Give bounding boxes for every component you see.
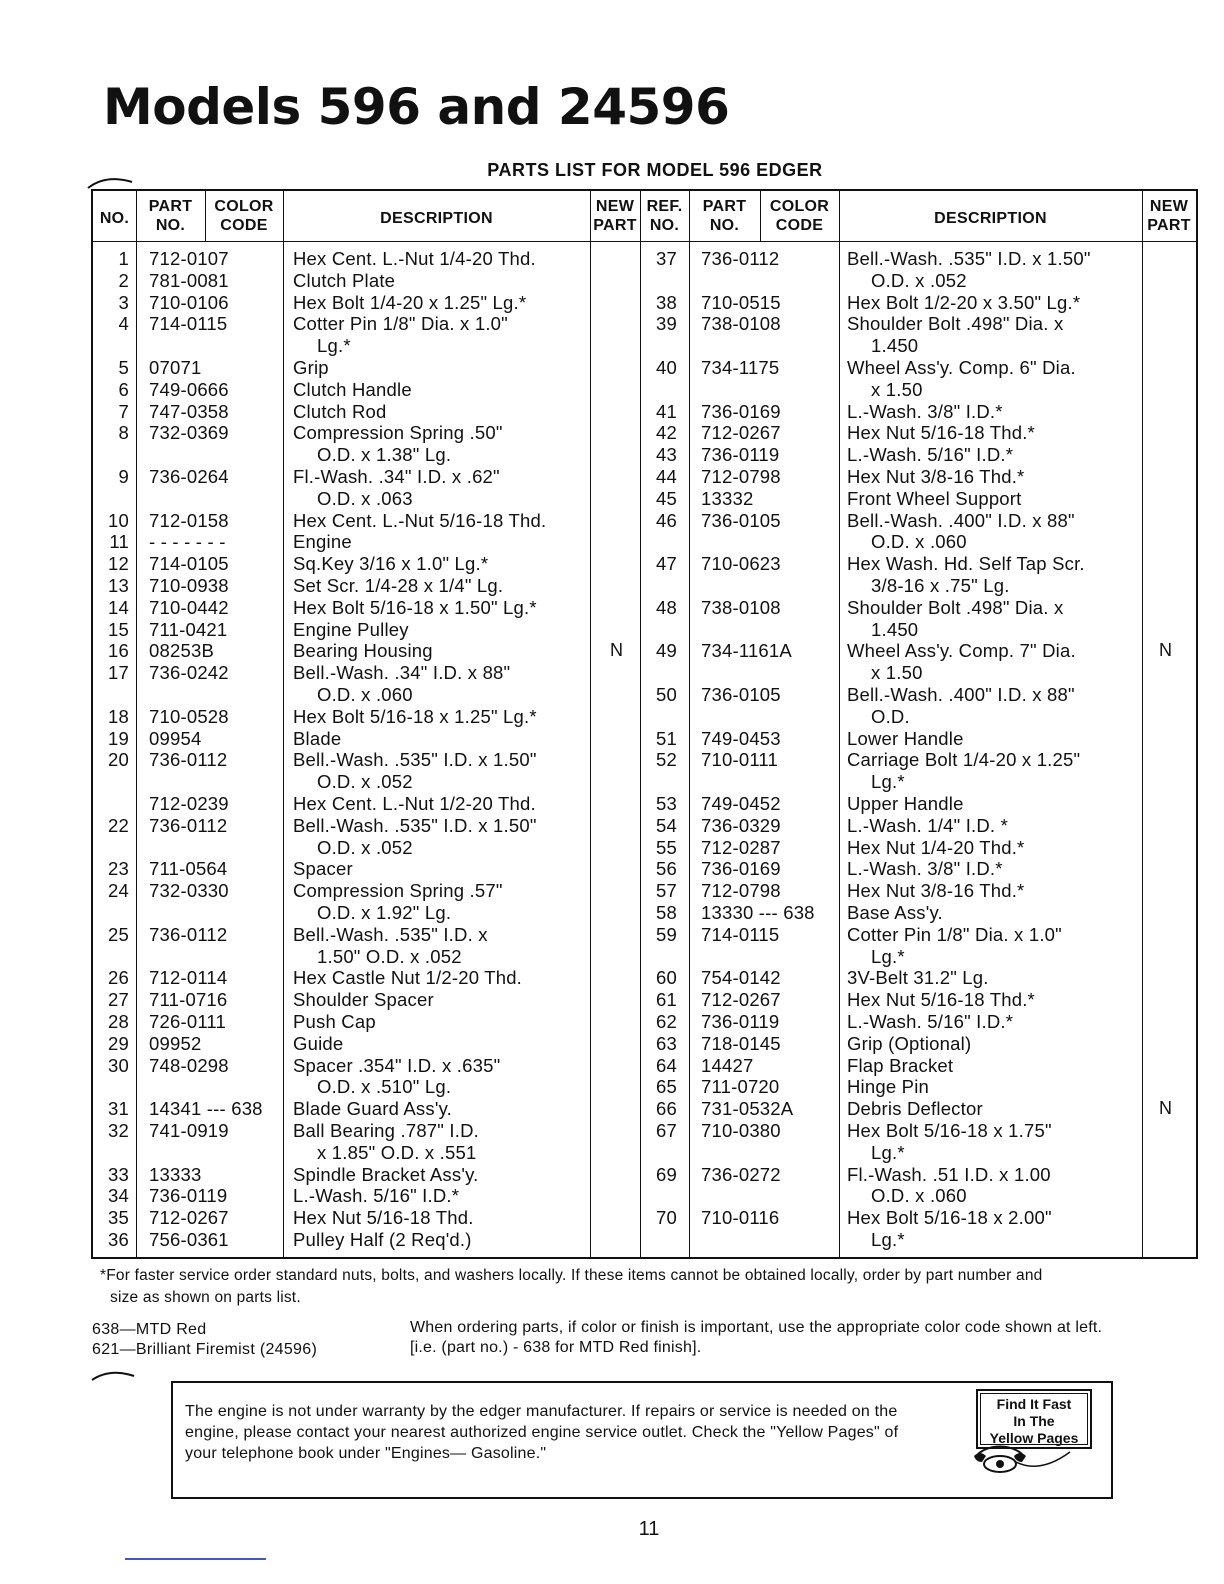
- part-description: Hex Cent. L.-Nut 5/16-18 Thd.: [293, 509, 547, 531]
- header-part-bottom: NO.: [709, 217, 740, 234]
- part-number: 14427: [701, 1054, 754, 1076]
- part-description: Fl.-Wash. .34" I.D. x .62": [293, 466, 500, 487]
- ref-number: 33: [108, 1163, 129, 1185]
- ref-number: 53: [656, 793, 677, 814]
- part-number: 712-0267: [701, 989, 781, 1011]
- part-description: Hex Bolt 5/16-18 x 1.75": [847, 1120, 1052, 1141]
- part-description: x 1.50: [871, 378, 923, 400]
- footnote-line: *For faster service order standard nuts, bolts, and washers locally. If these items cannot be obtained locally, order by part number and: [100, 1267, 1043, 1284]
- part-number: 736-0272: [701, 1163, 781, 1185]
- part-description: L.-Wash. 1/4" I.D. *: [847, 814, 1009, 836]
- col-divider: [839, 191, 840, 1257]
- part-number: 712-0158: [149, 509, 229, 531]
- ref-number: 32: [108, 1120, 129, 1141]
- part-number: 738-0108: [701, 596, 781, 618]
- header-part-no: [136, 197, 205, 235]
- corner-mark-bottom: [90, 1366, 138, 1386]
- ref-number: 63: [656, 1032, 677, 1054]
- warranty-text: [185, 1401, 975, 1464]
- part-number: - - - - - - -: [149, 531, 226, 553]
- part-number: 736-0105: [701, 509, 781, 531]
- part-description: L.-Wash. 3/8" I.D.*: [847, 858, 1003, 880]
- ref-number: 57: [656, 880, 677, 902]
- part-number: 712-0239: [149, 793, 229, 814]
- color-code-mtd-red: 638—MTD Red: [92, 1321, 207, 1338]
- part-description: Spacer .354" I.D. x .635": [293, 1054, 501, 1076]
- part-number: 734-1161A: [701, 640, 792, 662]
- ref-number: 55: [656, 836, 677, 858]
- ref-number: 41: [656, 400, 677, 422]
- ref-number: 51: [656, 727, 677, 749]
- part-description: Debris Deflector: [847, 1098, 983, 1120]
- col-divider: [283, 191, 284, 1257]
- part-number: 754-0142: [701, 967, 781, 989]
- part-number: 749-0666: [149, 378, 229, 400]
- col-divider: [689, 191, 690, 1257]
- ref-number: 8: [118, 422, 129, 444]
- footnote: [100, 1265, 1190, 1309]
- ref-number: 40: [656, 357, 677, 378]
- part-description: Clutch Handle: [293, 378, 412, 400]
- part-description: Hinge Pin: [847, 1076, 930, 1098]
- part-number: 714-0115: [701, 923, 780, 945]
- part-description: O.D. x 1.38" Lg.: [317, 444, 452, 466]
- part-description: Clutch Plate: [293, 269, 396, 291]
- part-description: Blade: [293, 727, 342, 749]
- part-description: Hex Nut 5/16-18 Thd.*: [847, 989, 1035, 1011]
- ref-number: 14: [108, 596, 129, 618]
- ref-number: 3: [118, 291, 129, 313]
- ref-number: 38: [656, 291, 677, 313]
- col-divider: [136, 191, 137, 1257]
- ref-number: 4: [118, 313, 129, 335]
- ref-number: 16: [108, 640, 129, 662]
- part-number: 710-0623: [701, 553, 781, 575]
- part-description: O.D. x .060: [871, 1185, 967, 1207]
- ref-number: 28: [108, 1011, 129, 1032]
- part-description: Hex Nut 5/16-18 Thd.*: [847, 422, 1035, 444]
- part-description: Front Wheel Support: [847, 487, 1022, 509]
- part-number: 736-0119: [701, 444, 780, 466]
- part-description: Cotter Pin 1/8" Dia. x 1.0": [293, 313, 508, 335]
- part-number: 748-0298: [149, 1054, 229, 1076]
- ref-number: 17: [108, 662, 129, 684]
- part-description: 3V-Belt 31.2" Lg.: [847, 967, 989, 989]
- part-description: Bell.-Wash. .535" I.D. x 1.50": [293, 814, 537, 836]
- part-description: Hex Bolt 1/2-20 x 3.50" Lg.*: [847, 291, 1081, 313]
- part-description: O.D. x .052: [317, 771, 413, 793]
- part-number: 732-0369: [149, 422, 229, 444]
- header-rule: [93, 241, 1196, 242]
- part-description: Cotter Pin 1/8" Dia. x 1.0": [847, 923, 1062, 945]
- part-description: Compression Spring .57": [293, 880, 503, 902]
- part-description: L.-Wash. 3/8" I.D.*: [847, 400, 1003, 422]
- part-number: 07071: [149, 357, 202, 378]
- part-description: Clutch Rod: [293, 400, 387, 422]
- part-number: 736-0112: [149, 749, 228, 771]
- ref-number: 54: [656, 814, 677, 836]
- part-number: 712-0107: [149, 248, 229, 269]
- header-new-part-right: [1142, 197, 1196, 235]
- ref-number: 1: [118, 248, 129, 269]
- part-number: 13332: [701, 487, 754, 509]
- warranty-line: The engine is not under warranty by the edger manufacturer. If repairs or service is needed on the: [185, 1403, 898, 1420]
- header-part-no-right: [689, 197, 760, 235]
- part-number: 712-0114: [149, 967, 228, 989]
- ref-number: 58: [656, 902, 677, 923]
- part-description: Bell.-Wash. .400" I.D. x 88": [847, 684, 1075, 705]
- part-description: Flap Bracket: [847, 1054, 954, 1076]
- ref-number: 24: [108, 880, 129, 902]
- ref-number: 19: [108, 727, 129, 749]
- part-number: 749-0453: [701, 727, 781, 749]
- ref-number: 44: [656, 466, 677, 487]
- part-description: Hex Bolt 1/4-20 x 1.25" Lg.*: [293, 291, 527, 313]
- part-description: Grip: [293, 357, 329, 378]
- order-note-line: [i.e. (part no.) - 638 for MTD Red finish].: [410, 1339, 702, 1356]
- part-number: 736-0112: [701, 248, 780, 269]
- part-number: 09952: [149, 1032, 202, 1054]
- part-description: 1.450: [871, 618, 919, 640]
- ref-number: 5: [118, 357, 129, 378]
- part-description: Hex Castle Nut 1/2-20 Thd.: [293, 967, 523, 989]
- part-description: Lg.*: [871, 1141, 905, 1163]
- part-description: Bell.-Wash. .400" I.D. x 88": [847, 509, 1075, 531]
- ref-number: 34: [108, 1185, 129, 1207]
- part-number: 732-0330: [149, 880, 229, 902]
- ref-number: 37: [656, 248, 677, 269]
- ref-number: 59: [656, 923, 677, 945]
- page-title: Models 596 and 24596: [103, 78, 730, 136]
- part-description: x 1.85" O.D. x .551: [317, 1141, 477, 1163]
- part-description: L.-Wash. 5/16" I.D.*: [847, 444, 1014, 466]
- header-ref-bottom: NO.: [649, 217, 680, 234]
- part-description: Hex Wash. Hd. Self Tap Scr.: [847, 553, 1085, 575]
- part-number: 736-0119: [701, 1011, 780, 1032]
- ref-number: 27: [108, 989, 129, 1011]
- ref-number: 22: [108, 814, 129, 836]
- ref-number: 12: [108, 553, 129, 575]
- order-note-line: When ordering parts, if color or finish is important, use the appropriate color code shown at left.: [410, 1319, 1103, 1336]
- part-number: 710-0442: [149, 596, 229, 618]
- part-description: Shoulder Bolt .498" Dia. x: [847, 596, 1064, 618]
- ref-number: 69: [656, 1163, 677, 1185]
- part-description: Lg.*: [871, 945, 905, 967]
- part-number: 736-0112: [149, 923, 228, 945]
- part-number: 712-0267: [149, 1207, 229, 1229]
- ref-number: 6: [118, 378, 129, 400]
- ref-number: 49: [656, 640, 677, 662]
- part-description: Wheel Ass'y. Comp. 7" Dia.: [847, 640, 1076, 662]
- header-color-code-right: [760, 197, 839, 235]
- header-new-top: NEW: [1149, 198, 1189, 215]
- part-description: 1.450: [871, 335, 919, 357]
- ref-number: 48: [656, 596, 677, 618]
- ref-number: 39: [656, 313, 677, 335]
- badge-line: In The: [1013, 1413, 1055, 1429]
- part-description: Carriage Bolt 1/4-20 x 1.25": [847, 749, 1081, 771]
- part-description: Base Ass'y.: [847, 902, 943, 923]
- part-description: Blade Guard Ass'y.: [293, 1098, 452, 1120]
- part-number: 711-0421: [149, 618, 228, 640]
- ref-number: 18: [108, 705, 129, 727]
- part-description: O.D. x .063: [317, 487, 413, 509]
- header-color-code: [205, 197, 283, 235]
- order-note: [410, 1318, 1200, 1358]
- part-number: 710-0380: [701, 1120, 781, 1141]
- part-description: Hex Nut 3/8-16 Thd.*: [847, 880, 1025, 902]
- ref-number: 56: [656, 858, 677, 880]
- part-description: Guide: [293, 1032, 344, 1054]
- part-description: Lg.*: [871, 1229, 905, 1250]
- ref-number: 47: [656, 553, 677, 575]
- header-new-bottom: PART: [1147, 217, 1191, 234]
- col-divider: [1142, 191, 1143, 1257]
- part-number: 712-0798: [701, 880, 781, 902]
- part-description: Shoulder Bolt .498" Dia. x: [847, 313, 1064, 335]
- header-color-bottom: CODE: [220, 217, 268, 234]
- ref-number: 62: [656, 1011, 677, 1032]
- part-description: Wheel Ass'y. Comp. 6" Dia.: [847, 357, 1076, 378]
- col-divider: [590, 191, 591, 1257]
- part-number: 712-0287: [701, 836, 781, 858]
- part-description: O.D. x .052: [317, 836, 413, 858]
- badge-line: Yellow Pages: [989, 1430, 1079, 1446]
- ref-number: 25: [108, 923, 129, 945]
- part-number: 13333: [149, 1163, 202, 1185]
- part-description: Upper Handle: [847, 793, 964, 814]
- header-description: DESCRIPTION: [380, 210, 493, 227]
- ref-number: 65: [656, 1076, 677, 1098]
- part-description: Hex Cent. L.-Nut 1/4-20 Thd.: [293, 248, 536, 269]
- ref-number: 10: [108, 509, 129, 531]
- color-code-key: [92, 1320, 317, 1360]
- ref-number: 9: [118, 466, 129, 487]
- part-number: 747-0358: [149, 400, 229, 422]
- part-description: Hex Bolt 5/16-18 x 1.25" Lg.*: [293, 705, 537, 727]
- part-number: 756-0361: [149, 1229, 229, 1250]
- part-description: Bell.-Wash. .34" I.D. x 88": [293, 662, 511, 684]
- header-color-bottom: CODE: [775, 217, 824, 234]
- header-ref-no-right: [640, 197, 689, 235]
- parts-table: [91, 189, 1198, 1259]
- part-number: 09954: [149, 727, 202, 749]
- part-number: 736-0105: [701, 684, 781, 705]
- header-color-top: COLOR: [214, 198, 274, 215]
- header-new-bottom: PART: [593, 217, 637, 234]
- warranty-notice: [171, 1381, 1113, 1499]
- part-number: 741-0919: [149, 1120, 229, 1141]
- ref-number: 67: [656, 1120, 677, 1141]
- ref-number: 13: [108, 575, 129, 596]
- warranty-line: your telephone book under "Engines— Gasoline.": [185, 1445, 547, 1462]
- ref-number: 35: [108, 1207, 129, 1229]
- ref-number: 61: [656, 989, 677, 1011]
- ref-number: 26: [108, 967, 129, 989]
- part-number: 13330 --- 638: [701, 902, 815, 923]
- part-description: Hex Cent. L.-Nut 1/2-20 Thd.: [293, 793, 536, 814]
- part-description: L.-Wash. 5/16" I.D.*: [293, 1185, 460, 1207]
- header-part-top: PART: [148, 198, 193, 215]
- page-number: 11: [638, 1518, 660, 1540]
- part-description: Lg.*: [871, 771, 905, 793]
- part-number: 712-0798: [701, 466, 781, 487]
- ref-number: 43: [656, 444, 677, 466]
- part-description: Sq.Key 3/16 x 1.0" Lg.*: [293, 553, 489, 575]
- ref-number: 29: [108, 1032, 129, 1054]
- part-number: 736-0169: [701, 858, 781, 880]
- part-description: Hex Nut 5/16-18 Thd.: [293, 1207, 474, 1229]
- ref-number: 64: [656, 1054, 677, 1076]
- parts-list-subtitle: PARTS LIST FOR MODEL 596 EDGER: [487, 160, 823, 180]
- part-description: Engine: [293, 531, 352, 553]
- ref-number: 11: [109, 531, 129, 553]
- part-number: 736-0242: [149, 662, 229, 684]
- part-description: Hex Nut 1/4-20 Thd.*: [847, 836, 1025, 858]
- part-number: 714-0105: [149, 553, 229, 575]
- new-part-flag: N: [1159, 640, 1173, 661]
- part-description: Compression Spring .50": [293, 422, 503, 444]
- part-number: 711-0716: [149, 989, 228, 1011]
- part-number: 710-0938: [149, 575, 229, 596]
- ref-number: 23: [108, 858, 129, 880]
- part-description: Bell.-Wash. .535" I.D. x: [293, 923, 488, 945]
- part-number: 710-0106: [149, 291, 229, 313]
- part-description: Pulley Half (2 Req'd.): [293, 1229, 472, 1250]
- header-part-bottom: NO.: [155, 217, 186, 234]
- part-number: 736-0119: [149, 1185, 228, 1207]
- part-number: 734-1175: [701, 357, 780, 378]
- ref-number: 50: [656, 684, 677, 705]
- part-description: Engine Pulley: [293, 618, 409, 640]
- header-description-right: DESCRIPTION: [934, 210, 1047, 227]
- part-description: Hex Bolt 5/16-18 x 2.00": [847, 1207, 1052, 1229]
- telephone-icon: [970, 1440, 1080, 1476]
- part-number: 731-0532A: [701, 1098, 794, 1120]
- part-description: Spindle Bracket Ass'y.: [293, 1163, 479, 1185]
- part-number: 711-0564: [149, 858, 228, 880]
- part-number: 714-0115: [149, 313, 228, 335]
- part-description: Hex Bolt 5/16-18 x 1.50" Lg.*: [293, 596, 537, 618]
- ref-number: 20: [108, 749, 129, 771]
- ref-number: 36: [108, 1229, 129, 1250]
- ref-number: 45: [656, 487, 677, 509]
- part-description: Spacer: [293, 858, 353, 880]
- part-description: Ball Bearing .787" I.D.: [293, 1120, 479, 1141]
- col-divider: [640, 191, 641, 1257]
- part-description: Set Scr. 1/4-28 x 1/4" Lg.: [293, 575, 504, 596]
- part-description: Bell.-Wash. .535" I.D. x 1.50": [847, 248, 1091, 269]
- part-description: 1.50" O.D. x .052: [317, 945, 462, 967]
- header-new-part: [590, 197, 640, 235]
- part-number: 726-0111: [149, 1011, 227, 1032]
- part-description: Lower Handle: [847, 727, 964, 749]
- part-number: 14341 --- 638: [149, 1098, 263, 1120]
- part-number: 710-0515: [701, 291, 781, 313]
- part-number: 718-0145: [701, 1032, 781, 1054]
- header-part-top: PART: [702, 198, 747, 215]
- part-number: 08253B: [149, 640, 214, 662]
- part-number: 712-0267: [701, 422, 781, 444]
- part-description: O.D. x .060: [317, 684, 413, 705]
- badge-line: Find It Fast: [996, 1396, 1072, 1412]
- part-number: 736-0112: [149, 814, 228, 836]
- bottom-rule: [125, 1558, 266, 1560]
- ref-number: 52: [656, 749, 677, 771]
- part-number: 736-0169: [701, 400, 781, 422]
- part-description: O.D.: [871, 705, 910, 727]
- part-number: 710-0528: [149, 705, 229, 727]
- ref-number: 70: [656, 1207, 677, 1229]
- header-color-top: COLOR: [769, 198, 830, 215]
- part-description: O.D. x .510" Lg.: [317, 1076, 452, 1098]
- footnote-line: size as shown on parts list.: [110, 1289, 301, 1306]
- part-number: 736-0329: [701, 814, 781, 836]
- ref-number: 60: [656, 967, 677, 989]
- ref-number: 2: [118, 269, 129, 291]
- part-description: L.-Wash. 5/16" I.D.*: [847, 1011, 1014, 1032]
- part-number: 710-0111: [701, 749, 779, 771]
- part-number: 749-0452: [701, 793, 781, 814]
- part-description: O.D. x .060: [871, 531, 967, 553]
- part-description: O.D. x 1.92" Lg.: [317, 902, 452, 923]
- ref-number: 7: [118, 400, 129, 422]
- part-description: Grip (Optional): [847, 1032, 972, 1054]
- part-number: 781-0081: [149, 269, 229, 291]
- ref-number: 66: [656, 1098, 677, 1120]
- ref-number: 46: [656, 509, 677, 531]
- part-description: Lg.*: [317, 335, 351, 357]
- ref-number: 42: [656, 422, 677, 444]
- new-part-flag: N: [610, 640, 624, 661]
- ref-number: 15: [108, 618, 129, 640]
- header-ref-no: NO.: [99, 210, 130, 227]
- part-description: 3/8-16 x .75" Lg.: [871, 575, 1010, 596]
- part-description: Push Cap: [293, 1011, 376, 1032]
- ref-number: 30: [108, 1054, 129, 1076]
- part-description: Hex Nut 3/8-16 Thd.*: [847, 466, 1025, 487]
- header-new-top: NEW: [595, 198, 635, 215]
- part-number: 738-0108: [701, 313, 781, 335]
- part-number: 736-0264: [149, 466, 229, 487]
- part-description: O.D. x .052: [871, 269, 967, 291]
- part-number: 711-0720: [701, 1076, 780, 1098]
- new-part-flag: N: [1159, 1098, 1173, 1119]
- warranty-line: engine, please contact your nearest authorized engine service outlet. Check the "Yellow Pages" of: [185, 1424, 899, 1441]
- part-description: Shoulder Spacer: [293, 989, 434, 1011]
- part-description: Fl.-Wash. .51 I.D. x 1.00: [847, 1163, 1051, 1185]
- ref-number: 31: [108, 1098, 129, 1120]
- color-code-brilliant-firemist: 621—Brilliant Firemist (24596): [92, 1341, 318, 1358]
- part-number: 710-0116: [701, 1207, 780, 1229]
- header-ref-top: REF.: [646, 198, 683, 215]
- part-description: Bearing Housing: [293, 640, 433, 662]
- part-description: x 1.50: [871, 662, 923, 684]
- part-description: Bell.-Wash. .535" I.D. x 1.50": [293, 749, 537, 771]
